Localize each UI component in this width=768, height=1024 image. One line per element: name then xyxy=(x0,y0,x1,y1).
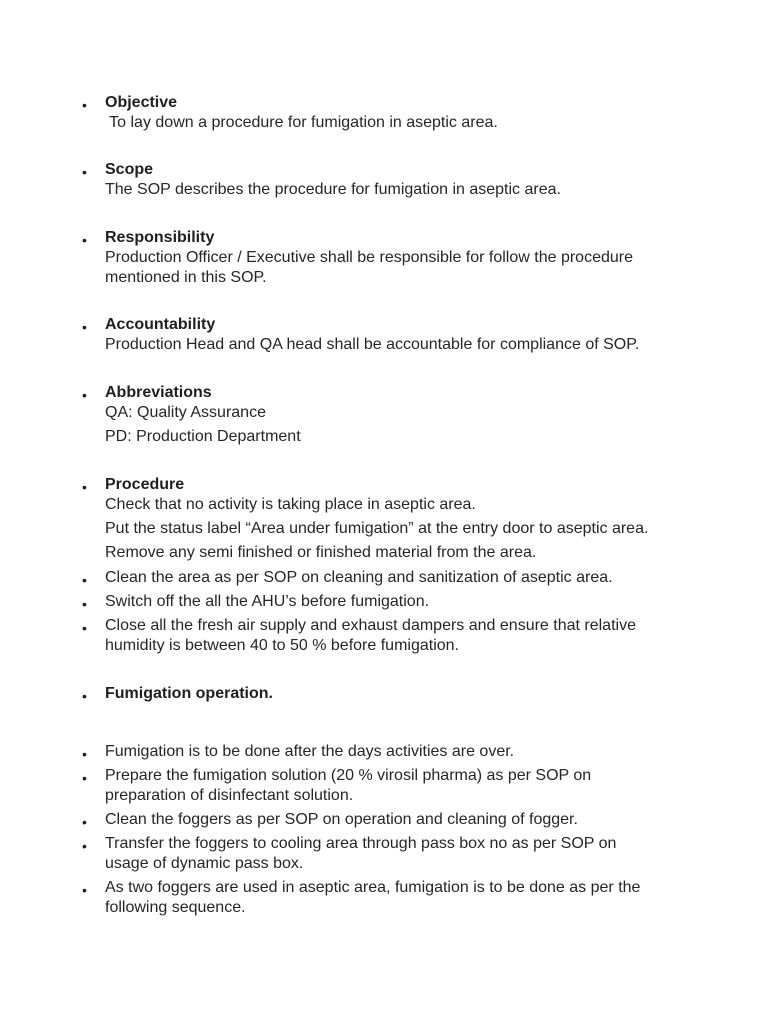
list-item xyxy=(105,810,705,830)
list-item xyxy=(105,592,705,612)
list-item-text: Switch off the all the AHU’s before fumigation. xyxy=(105,593,430,610)
section-abbreviations xyxy=(105,383,705,447)
list-item-text: Clean the area as per SOP on cleaning and sanitization of aseptic area. xyxy=(105,569,613,586)
bullet-icon: • xyxy=(82,97,87,113)
list-item-text: As two foggers are used in aseptic area, fumigation is to be done as per the xyxy=(105,879,641,896)
list-item xyxy=(105,616,705,656)
list-item-text: Close all the fresh air supply and exhaust dampers and ensure that relative xyxy=(105,617,636,634)
list-item-text: preparation of disinfectant solution. xyxy=(105,787,354,804)
bullet-icon: • xyxy=(82,882,87,898)
list-item-text: Fumigation is to be done after the days activities are over. xyxy=(105,743,515,760)
bullet-icon: • xyxy=(82,814,87,830)
procedure-line: Put the status label “Area under fumigation” at the entry door to aseptic area. xyxy=(105,520,649,537)
section-heading: Accountability xyxy=(105,316,216,333)
bullet-icon: • xyxy=(82,596,87,612)
section-heading: Scope xyxy=(105,161,154,178)
bullet-icon: • xyxy=(82,688,87,704)
section-text: Production Officer / Executive shall be responsible for follow the procedure xyxy=(105,249,633,266)
procedure-line: Remove any semi finished or finished material from the area. xyxy=(105,544,537,561)
section-heading: Objective xyxy=(105,94,178,111)
bullet-icon: • xyxy=(82,746,87,762)
abbreviation-item: QA: Quality Assurance xyxy=(105,404,266,421)
list-item xyxy=(105,568,705,588)
section-accountability xyxy=(105,315,705,355)
section-text: The SOP describes the procedure for fumigation in aseptic area. xyxy=(105,181,561,198)
list-item-text: Clean the foggers as per SOP on operation and cleaning of fogger. xyxy=(105,811,578,828)
list-item-text: humidity is between 40 to 50 % before fumigation. xyxy=(105,637,459,654)
section-responsibility xyxy=(105,228,705,288)
abbreviation-item: PD: Production Department xyxy=(105,428,301,445)
list-item-text: usage of dynamic pass box. xyxy=(105,855,304,872)
section-procedure xyxy=(105,475,705,563)
bullet-icon: • xyxy=(82,770,87,786)
section-heading: Abbreviations xyxy=(105,384,212,401)
bullet-icon: • xyxy=(82,838,87,854)
list-item xyxy=(105,834,705,874)
bullet-icon: • xyxy=(82,572,87,588)
list-item xyxy=(105,878,705,918)
section-heading: Responsibility xyxy=(105,229,215,246)
section-fumigation xyxy=(105,684,705,704)
section-scope xyxy=(105,160,705,200)
bullet-icon: • xyxy=(82,479,87,495)
section-text: mentioned in this SOP. xyxy=(105,269,267,286)
list-item-text: following sequence. xyxy=(105,899,246,916)
list-item-text: Transfer the foggers to cooling area through pass box no as per SOP on xyxy=(105,835,617,852)
list-item xyxy=(105,766,705,806)
section-objective xyxy=(105,93,705,133)
section-text: To lay down a procedure for fumigation in aseptic area. xyxy=(105,114,498,131)
bullet-icon: • xyxy=(82,164,87,180)
list-item xyxy=(105,742,705,762)
bullet-icon: • xyxy=(82,319,87,335)
section-text: Production Head and QA head shall be accountable for compliance of SOP. xyxy=(105,336,640,353)
list-item-text: Prepare the fumigation solution (20 % virosil pharma) as per SOP on xyxy=(105,767,592,784)
bullet-icon: • xyxy=(82,387,87,403)
bullet-icon: • xyxy=(82,620,87,636)
section-heading: Fumigation operation. xyxy=(105,685,273,702)
section-heading: Procedure xyxy=(105,476,185,493)
procedure-line: Check that no activity is taking place in aseptic area. xyxy=(105,496,476,513)
bullet-icon: • xyxy=(82,232,87,248)
